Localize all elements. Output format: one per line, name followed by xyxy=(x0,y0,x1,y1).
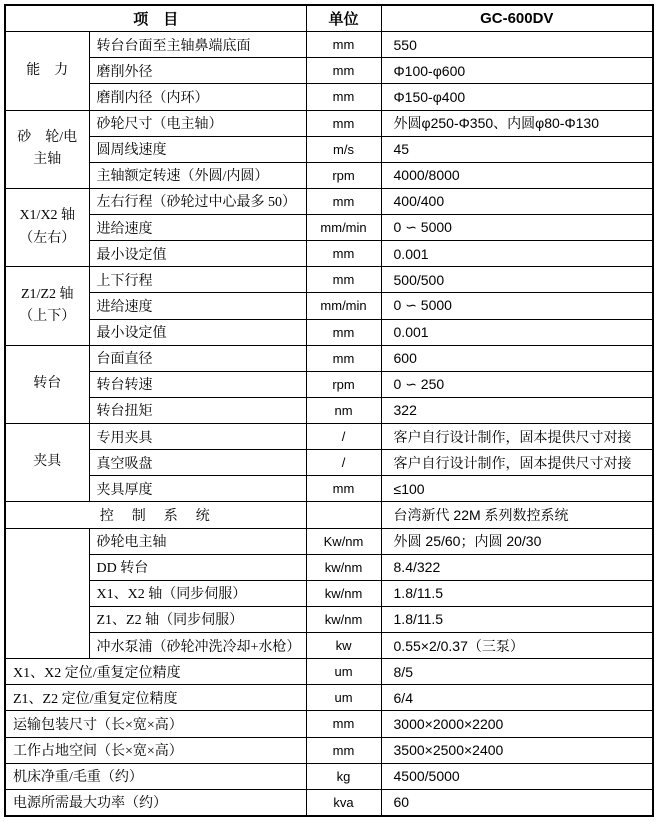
unit-cell: mm/min xyxy=(306,215,381,241)
table-row xyxy=(5,711,653,737)
item-cell: 磨削内径（内环） xyxy=(89,84,306,110)
item-cell: X1、X2 定位/重复定位精度 xyxy=(5,659,306,685)
value-cell: 60 xyxy=(381,789,653,816)
value-cell: 0 ∽ 5000 xyxy=(381,215,653,241)
unit-cell: mm xyxy=(306,476,381,502)
item-cell: 进给速度 xyxy=(89,215,306,241)
value-cell: 外圆φ250-Φ350、内圆φ80-Φ130 xyxy=(381,110,653,136)
header-model: GC-600DV xyxy=(381,5,653,32)
unit-cell: mm/min xyxy=(306,293,381,319)
value-cell: 台湾新代 22M 系列数控系统 xyxy=(381,502,653,528)
item-cell: 夹具厚度 xyxy=(89,476,306,502)
table-row xyxy=(5,737,653,763)
item-cell: 转台台面至主轴鼻端底面 xyxy=(89,32,306,58)
value-cell: 45 xyxy=(381,136,653,162)
category-cell-capability: 能 力 xyxy=(5,32,89,110)
category-cell-z-axis: Z1/Z2 轴 （上下） xyxy=(5,267,89,345)
item-cell: 机床净重/毛重（约） xyxy=(5,763,306,789)
value-cell: 客户自行设计制作，固本提供尺寸对接 xyxy=(381,450,653,476)
table-row xyxy=(5,659,653,685)
item-cell: 转台扭矩 xyxy=(89,397,306,423)
item-cell: Z1、Z2 轴（同步伺服） xyxy=(89,606,306,632)
value-cell: Φ100-φ600 xyxy=(381,58,653,84)
unit-cell: kw/nm xyxy=(306,606,381,632)
value-cell: 8.4/322 xyxy=(381,554,653,580)
table-row xyxy=(5,476,653,502)
unit-cell: um xyxy=(306,659,381,685)
item-cell: 左右行程（砂轮过中心最多 50） xyxy=(89,188,306,214)
value-cell: Φ150-φ400 xyxy=(381,84,653,110)
table-row xyxy=(5,136,653,162)
table-row xyxy=(5,633,653,659)
table-row xyxy=(5,267,653,293)
unit-cell: mm xyxy=(306,110,381,136)
value-cell: ≤100 xyxy=(381,476,653,502)
item-cell: DD 转台 xyxy=(89,554,306,580)
control-system-cell: 控 制 系 统 xyxy=(5,502,306,528)
table-row xyxy=(5,606,653,632)
unit-cell: m/s xyxy=(306,136,381,162)
table-row xyxy=(5,789,653,816)
item-cell: 冲水泵浦（砂轮冲洗冷却+水枪） xyxy=(89,633,306,659)
table-row xyxy=(5,215,653,241)
item-cell: 磨削外径 xyxy=(89,58,306,84)
item-cell: Z1、Z2 定位/重复定位精度 xyxy=(5,685,306,711)
item-cell: 上下行程 xyxy=(89,267,306,293)
unit-cell: / xyxy=(306,424,381,450)
value-cell: 4000/8000 xyxy=(381,162,653,188)
unit-cell: mm xyxy=(306,241,381,267)
unit-cell: nm xyxy=(306,397,381,423)
value-cell: 0.001 xyxy=(381,241,653,267)
value-cell: 3000×2000×2200 xyxy=(381,711,653,737)
unit-cell: mm xyxy=(306,32,381,58)
unit-cell: kg xyxy=(306,763,381,789)
table-row xyxy=(5,397,653,423)
table-row xyxy=(5,319,653,345)
table-row xyxy=(5,424,653,450)
table-row xyxy=(5,162,653,188)
category-cell-blank xyxy=(5,528,89,659)
item-cell: 圆周线速度 xyxy=(89,136,306,162)
table-row xyxy=(5,371,653,397)
value-cell: 0 ∽ 250 xyxy=(381,371,653,397)
unit-cell: kw xyxy=(306,633,381,659)
value-cell: 600 xyxy=(381,345,653,371)
table-row xyxy=(5,580,653,606)
table-row xyxy=(5,58,653,84)
unit-cell: mm xyxy=(306,58,381,84)
value-cell: 客户自行设计制作，固本提供尺寸对接 xyxy=(381,424,653,450)
item-cell: 最小设定值 xyxy=(89,241,306,267)
item-cell: 砂轮电主轴 xyxy=(89,528,306,554)
value-cell: 0.55×2/0.37（三泵） xyxy=(381,633,653,659)
value-cell: 3500×2500×2400 xyxy=(381,737,653,763)
value-cell: 1.8/11.5 xyxy=(381,606,653,632)
item-cell: 电源所需最大功率（约） xyxy=(5,789,306,816)
unit-cell: Kw/nm xyxy=(306,528,381,554)
category-cell-wheel-spindle: 砂 轮/电 主轴 xyxy=(5,110,89,188)
header-unit: 单位 xyxy=(306,5,381,32)
item-cell: 专用夹具 xyxy=(89,424,306,450)
value-cell: 外圆 25/60；内圆 20/30 xyxy=(381,528,653,554)
value-cell: 8/5 xyxy=(381,659,653,685)
value-cell: 0 ∽ 5000 xyxy=(381,293,653,319)
spec-table xyxy=(4,4,654,817)
table-row xyxy=(5,528,653,554)
table-row xyxy=(5,763,653,789)
unit-cell: mm xyxy=(306,84,381,110)
unit-cell: mm xyxy=(306,711,381,737)
table-row xyxy=(5,84,653,110)
table-row xyxy=(5,293,653,319)
table-header-row xyxy=(5,5,653,32)
table-row xyxy=(5,345,653,371)
unit-cell: um xyxy=(306,685,381,711)
unit-cell: mm xyxy=(306,188,381,214)
unit-cell: mm xyxy=(306,737,381,763)
unit-cell: mm xyxy=(306,267,381,293)
item-cell: 台面直径 xyxy=(89,345,306,371)
table-row-control-system xyxy=(5,502,653,528)
value-cell: 500/500 xyxy=(381,267,653,293)
category-cell-x-axis: X1/X2 轴 （左右） xyxy=(5,188,89,266)
item-cell: 主轴额定转速（外圆/内圆） xyxy=(89,162,306,188)
table-row xyxy=(5,554,653,580)
unit-cell: mm xyxy=(306,345,381,371)
value-cell: 6/4 xyxy=(381,685,653,711)
value-cell: 400/400 xyxy=(381,188,653,214)
table-row xyxy=(5,241,653,267)
value-cell: 0.001 xyxy=(381,319,653,345)
item-cell: 转台转速 xyxy=(89,371,306,397)
unit-cell: kw/nm xyxy=(306,580,381,606)
item-cell: 真空吸盘 xyxy=(89,450,306,476)
table-row xyxy=(5,32,653,58)
unit-cell: rpm xyxy=(306,371,381,397)
value-cell: 550 xyxy=(381,32,653,58)
item-cell: 进给速度 xyxy=(89,293,306,319)
item-cell: 运输包装尺寸（长×宽×高） xyxy=(5,711,306,737)
table-row xyxy=(5,450,653,476)
table-row xyxy=(5,110,653,136)
unit-cell: rpm xyxy=(306,162,381,188)
category-cell-turntable: 转台 xyxy=(5,345,89,423)
item-cell: 砂轮尺寸（电主轴） xyxy=(89,110,306,136)
category-cell-fixture: 夹具 xyxy=(5,424,89,502)
unit-cell xyxy=(306,502,381,528)
item-cell: X1、X2 轴（同步伺服） xyxy=(89,580,306,606)
header-item: 项 目 xyxy=(5,5,306,32)
value-cell: 322 xyxy=(381,397,653,423)
table-row xyxy=(5,685,653,711)
value-cell: 4500/5000 xyxy=(381,763,653,789)
table-row xyxy=(5,188,653,214)
unit-cell: kw/nm xyxy=(306,554,381,580)
item-cell: 工作占地空间（长×宽×高） xyxy=(5,737,306,763)
unit-cell: kva xyxy=(306,789,381,816)
value-cell: 1.8/11.5 xyxy=(381,580,653,606)
unit-cell: / xyxy=(306,450,381,476)
unit-cell: mm xyxy=(306,319,381,345)
item-cell: 最小设定值 xyxy=(89,319,306,345)
